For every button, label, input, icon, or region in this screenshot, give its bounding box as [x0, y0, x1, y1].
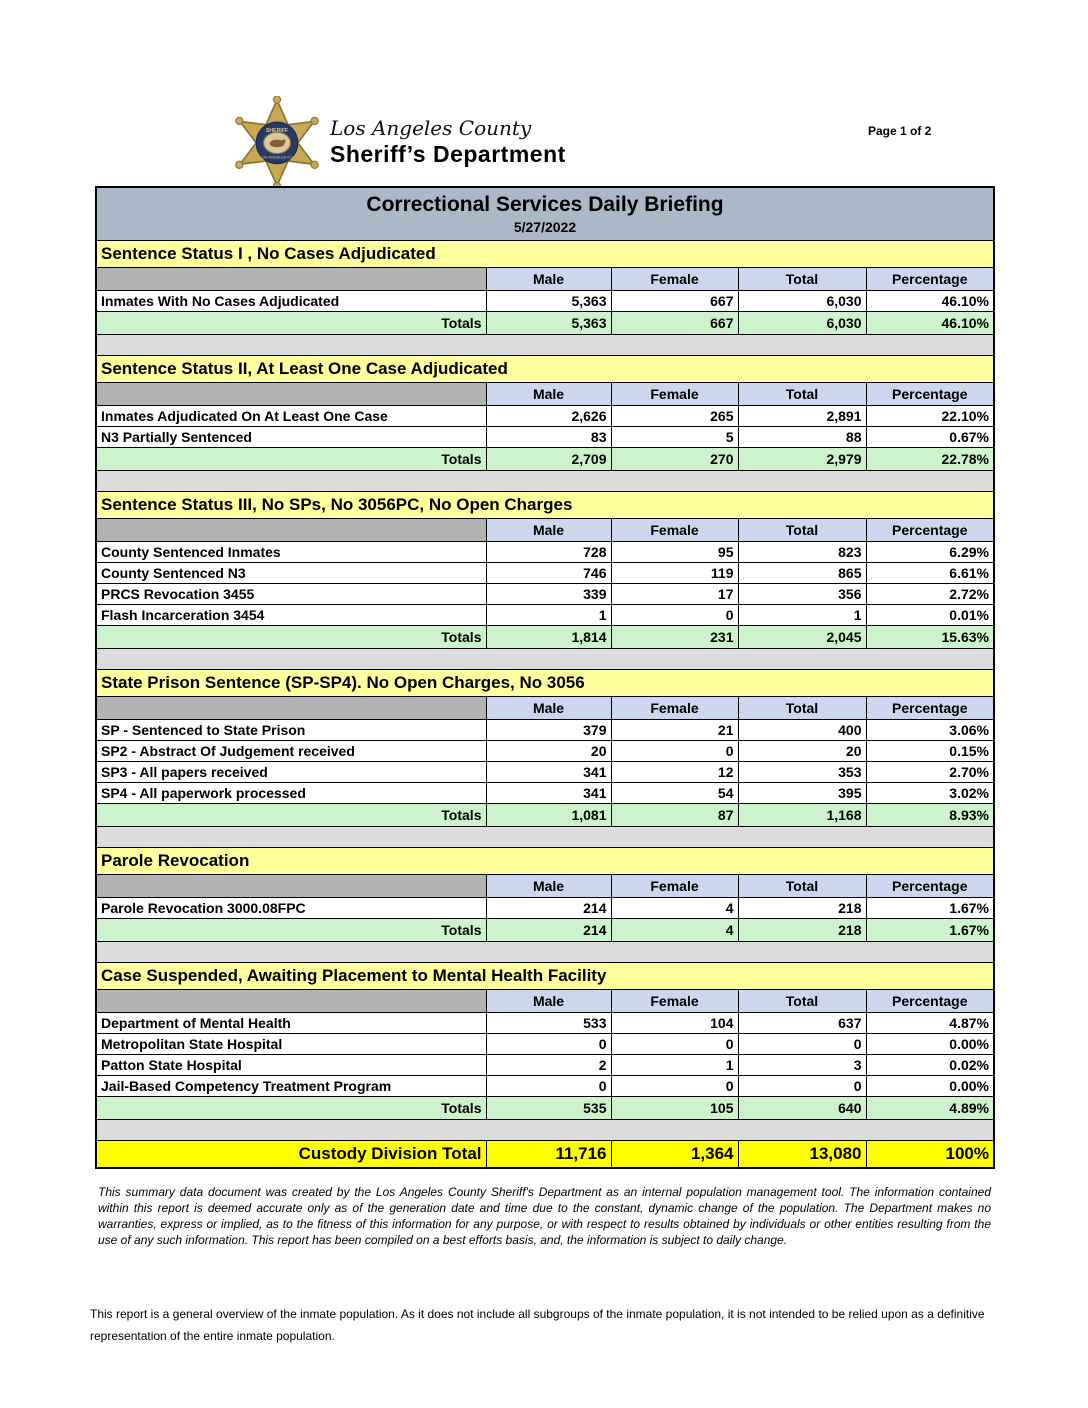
table-row	[96, 405, 994, 426]
row-label: Metropolitan State Hospital	[96, 1033, 486, 1054]
column-header-blank	[96, 989, 486, 1012]
column-header-percentage: Percentage	[866, 267, 994, 290]
svg-text:LOS ANGELES CO.: LOS ANGELES CO.	[259, 155, 295, 160]
report-date: 5/27/2022	[513, 218, 577, 235]
report-title-bar	[96, 187, 994, 240]
male-value: 728	[486, 541, 611, 562]
column-header-row	[96, 696, 994, 719]
totals-label: Totals	[96, 803, 486, 826]
column-header-female: Female	[611, 989, 738, 1012]
row-label: PRCS Revocation 3455	[96, 583, 486, 604]
percentage-value: 46.10%	[866, 290, 994, 311]
total-value: 400	[738, 719, 866, 740]
percentage-total: 15.63%	[866, 625, 994, 648]
column-header-blank	[96, 382, 486, 405]
total-total: 218	[738, 918, 866, 941]
page-header	[0, 0, 1088, 185]
spacer-row	[96, 826, 994, 847]
section-title: Sentence Status III, No SPs, No 3056PC, No Open Charges	[96, 491, 994, 518]
table-row	[96, 1075, 994, 1096]
percentage-total: 1.67%	[866, 918, 994, 941]
column-header-female: Female	[611, 267, 738, 290]
male-total: 2,709	[486, 447, 611, 470]
percentage-value: 0.02%	[866, 1054, 994, 1075]
male-total: 5,363	[486, 311, 611, 334]
male-value: 341	[486, 761, 611, 782]
percentage-value: 0.15%	[866, 740, 994, 761]
section-header-row	[96, 355, 994, 382]
total-total: 2,979	[738, 447, 866, 470]
percentage-value: 6.29%	[866, 541, 994, 562]
table-row	[96, 740, 994, 761]
logo-department-name: Sheriff’s Department	[330, 141, 566, 167]
column-header-female: Female	[611, 382, 738, 405]
total-value: 356	[738, 583, 866, 604]
row-label: County Sentenced N3	[96, 562, 486, 583]
female-total: 105	[611, 1096, 738, 1119]
totals-row	[96, 1096, 994, 1119]
table-row	[96, 583, 994, 604]
total-value: 0	[738, 1033, 866, 1054]
column-header-total: Total	[738, 874, 866, 897]
spacer-row	[96, 470, 994, 491]
column-header-male: Male	[486, 874, 611, 897]
spacer-row	[96, 648, 994, 669]
table-row	[96, 1054, 994, 1075]
male-total: 535	[486, 1096, 611, 1119]
percentage-value: 2.70%	[866, 761, 994, 782]
report-title: Correctional Services Daily Briefing	[366, 192, 724, 216]
female-value: 104	[611, 1012, 738, 1033]
section-header-row	[96, 491, 994, 518]
column-header-female: Female	[611, 696, 738, 719]
column-header-male: Male	[486, 267, 611, 290]
column-header-total: Total	[738, 267, 866, 290]
row-label: Flash Incarceration 3454	[96, 604, 486, 625]
male-value: 214	[486, 897, 611, 918]
column-header-male: Male	[486, 382, 611, 405]
totals-label: Totals	[96, 918, 486, 941]
row-label: Department of Mental Health	[96, 1012, 486, 1033]
spacer-row	[96, 941, 994, 962]
section-title: Parole Revocation	[96, 847, 994, 874]
male-value: 0	[486, 1075, 611, 1096]
column-header-percentage: Percentage	[866, 989, 994, 1012]
male-total: 214	[486, 918, 611, 941]
female-total: 667	[611, 311, 738, 334]
total-value: 823	[738, 541, 866, 562]
column-header-percentage: Percentage	[866, 696, 994, 719]
female-total: 4	[611, 918, 738, 941]
section-header-row	[96, 962, 994, 989]
column-header-percentage: Percentage	[866, 518, 994, 541]
column-header-row	[96, 989, 994, 1012]
grand-total-label: Custody Division Total	[96, 1140, 486, 1168]
column-header-percentage: Percentage	[866, 382, 994, 405]
svg-text:SHERIFF: SHERIFF	[265, 128, 289, 135]
female-value: 0	[611, 604, 738, 625]
daily-briefing-table	[95, 186, 995, 1169]
column-header-row	[96, 518, 994, 541]
table-row	[96, 782, 994, 803]
page-number-indicator: Page 1 of 2	[868, 124, 932, 138]
section-title: Sentence Status II, At Least One Case Adjudicated	[96, 355, 994, 382]
female-value: 667	[611, 290, 738, 311]
male-total: 1,814	[486, 625, 611, 648]
row-label: County Sentenced Inmates	[96, 541, 486, 562]
male-value: 20	[486, 740, 611, 761]
column-header-male: Male	[486, 989, 611, 1012]
row-label: SP - Sentenced to State Prison	[96, 719, 486, 740]
totals-label: Totals	[96, 625, 486, 648]
row-label: N3 Partially Sentenced	[96, 426, 486, 447]
female-total: 87	[611, 803, 738, 826]
percentage-value: 0.00%	[866, 1033, 994, 1054]
grand-total-total: 13,080	[738, 1140, 866, 1168]
row-label: Patton State Hospital	[96, 1054, 486, 1075]
percentage-value: 4.87%	[866, 1012, 994, 1033]
spacer-row	[96, 334, 994, 355]
percentage-total: 8.93%	[866, 803, 994, 826]
column-header-total: Total	[738, 696, 866, 719]
male-value: 2,626	[486, 405, 611, 426]
grand-total-female: 1,364	[611, 1140, 738, 1168]
female-value: 265	[611, 405, 738, 426]
male-value: 379	[486, 719, 611, 740]
section-header-row	[96, 240, 994, 267]
column-header-male: Male	[486, 696, 611, 719]
column-header-percentage: Percentage	[866, 874, 994, 897]
female-value: 95	[611, 541, 738, 562]
row-label: Inmates With No Cases Adjudicated	[96, 290, 486, 311]
logo-text	[330, 116, 650, 168]
totals-label: Totals	[96, 311, 486, 334]
total-value: 218	[738, 897, 866, 918]
female-value: 17	[611, 583, 738, 604]
percentage-value: 0.01%	[866, 604, 994, 625]
totals-row	[96, 447, 994, 470]
table-row	[96, 562, 994, 583]
percentage-total: 22.78%	[866, 447, 994, 470]
male-value: 0	[486, 1033, 611, 1054]
column-header-blank	[96, 874, 486, 897]
table-row	[96, 1012, 994, 1033]
male-value: 533	[486, 1012, 611, 1033]
male-value: 1	[486, 604, 611, 625]
column-header-blank	[96, 518, 486, 541]
male-value: 2	[486, 1054, 611, 1075]
total-total: 640	[738, 1096, 866, 1119]
female-value: 21	[611, 719, 738, 740]
section-title: State Prison Sentence (SP-SP4). No Open Charges, No 3056	[96, 669, 994, 696]
total-value: 353	[738, 761, 866, 782]
spacer-row	[96, 1119, 994, 1140]
female-total: 231	[611, 625, 738, 648]
table-row	[96, 290, 994, 311]
female-value: 0	[611, 740, 738, 761]
grand-total-male: 11,716	[486, 1140, 611, 1168]
row-label: Jail-Based Competency Treatment Program	[96, 1075, 486, 1096]
female-value: 5	[611, 426, 738, 447]
male-value: 83	[486, 426, 611, 447]
total-value: 2,891	[738, 405, 866, 426]
male-total: 1,081	[486, 803, 611, 826]
percentage-value: 3.02%	[866, 782, 994, 803]
grand-total-percentage: 100%	[866, 1140, 994, 1168]
row-label: SP3 - All papers received	[96, 761, 486, 782]
totals-row	[96, 803, 994, 826]
table-row	[96, 897, 994, 918]
section-header-row	[96, 669, 994, 696]
row-label: Parole Revocation 3000.08FPC	[96, 897, 486, 918]
total-value: 20	[738, 740, 866, 761]
total-value: 1	[738, 604, 866, 625]
column-header-blank	[96, 267, 486, 290]
totals-row	[96, 311, 994, 334]
total-total: 1,168	[738, 803, 866, 826]
male-value: 339	[486, 583, 611, 604]
column-header-total: Total	[738, 382, 866, 405]
total-value: 865	[738, 562, 866, 583]
female-value: 4	[611, 897, 738, 918]
footer-note: This report is a general overview of the inmate population. As it does not include all subgroups of the inmate population, it is not intended to be relied upon as a definitive representation of the entire inmate population.	[90, 1307, 985, 1343]
column-header-row	[96, 382, 994, 405]
table-row	[96, 1033, 994, 1054]
column-header-total: Total	[738, 518, 866, 541]
female-value: 119	[611, 562, 738, 583]
column-header-female: Female	[611, 874, 738, 897]
sheriff-badge-icon	[232, 96, 322, 192]
section-title: Case Suspended, Awaiting Placement to Mental Health Facility	[96, 962, 994, 989]
disclaimer-text: This summary data document was created by the Los Angeles County Sheriff's Department as an internal population management tool. The information contained within this report is deemed accurate only as of the generation date and time due to the constant, dynamic change of the population. The Department makes no warranties, express or implied, as to the fitness of this information for any purpose, or with respect to results obtained by individuals or other entities resulting from the use of any such information. This report has been compiled on a best efforts basis, and, the information is subject to daily change.	[98, 1185, 991, 1247]
female-value: 0	[611, 1033, 738, 1054]
column-header-female: Female	[611, 518, 738, 541]
column-header-male: Male	[486, 518, 611, 541]
total-value: 395	[738, 782, 866, 803]
total-value: 637	[738, 1012, 866, 1033]
total-value: 6,030	[738, 290, 866, 311]
total-total: 2,045	[738, 625, 866, 648]
percentage-value: 3.06%	[866, 719, 994, 740]
percentage-value: 0.00%	[866, 1075, 994, 1096]
column-header-row	[96, 874, 994, 897]
section-title: Sentence Status I , No Cases Adjudicated	[96, 240, 994, 267]
table-row	[96, 426, 994, 447]
female-value: 1	[611, 1054, 738, 1075]
row-label: SP4 - All paperwork processed	[96, 782, 486, 803]
totals-label: Totals	[96, 1096, 486, 1119]
logo-county-name: Los Angeles County	[330, 116, 532, 140]
table-row	[96, 541, 994, 562]
row-label: SP2 - Abstract Of Judgement received	[96, 740, 486, 761]
percentage-value: 0.67%	[866, 426, 994, 447]
report-table-container	[95, 186, 993, 1169]
total-value: 3	[738, 1054, 866, 1075]
column-header-blank	[96, 696, 486, 719]
female-value: 12	[611, 761, 738, 782]
percentage-total: 4.89%	[866, 1096, 994, 1119]
total-value: 0	[738, 1075, 866, 1096]
total-total: 6,030	[738, 311, 866, 334]
row-label: Inmates Adjudicated On At Least One Case	[96, 405, 486, 426]
column-header-total: Total	[738, 989, 866, 1012]
table-row	[96, 604, 994, 625]
table-row	[96, 719, 994, 740]
male-value: 341	[486, 782, 611, 803]
table-row	[96, 761, 994, 782]
female-total: 270	[611, 447, 738, 470]
totals-row	[96, 625, 994, 648]
total-value: 88	[738, 426, 866, 447]
section-header-row	[96, 847, 994, 874]
female-value: 0	[611, 1075, 738, 1096]
percentage-total: 46.10%	[866, 311, 994, 334]
column-header-row	[96, 267, 994, 290]
custody-division-total-row	[96, 1140, 994, 1168]
totals-row	[96, 918, 994, 941]
percentage-value: 2.72%	[866, 583, 994, 604]
totals-label: Totals	[96, 447, 486, 470]
male-value: 5,363	[486, 290, 611, 311]
percentage-value: 6.61%	[866, 562, 994, 583]
male-value: 746	[486, 562, 611, 583]
female-value: 54	[611, 782, 738, 803]
percentage-value: 22.10%	[866, 405, 994, 426]
percentage-value: 1.67%	[866, 897, 994, 918]
